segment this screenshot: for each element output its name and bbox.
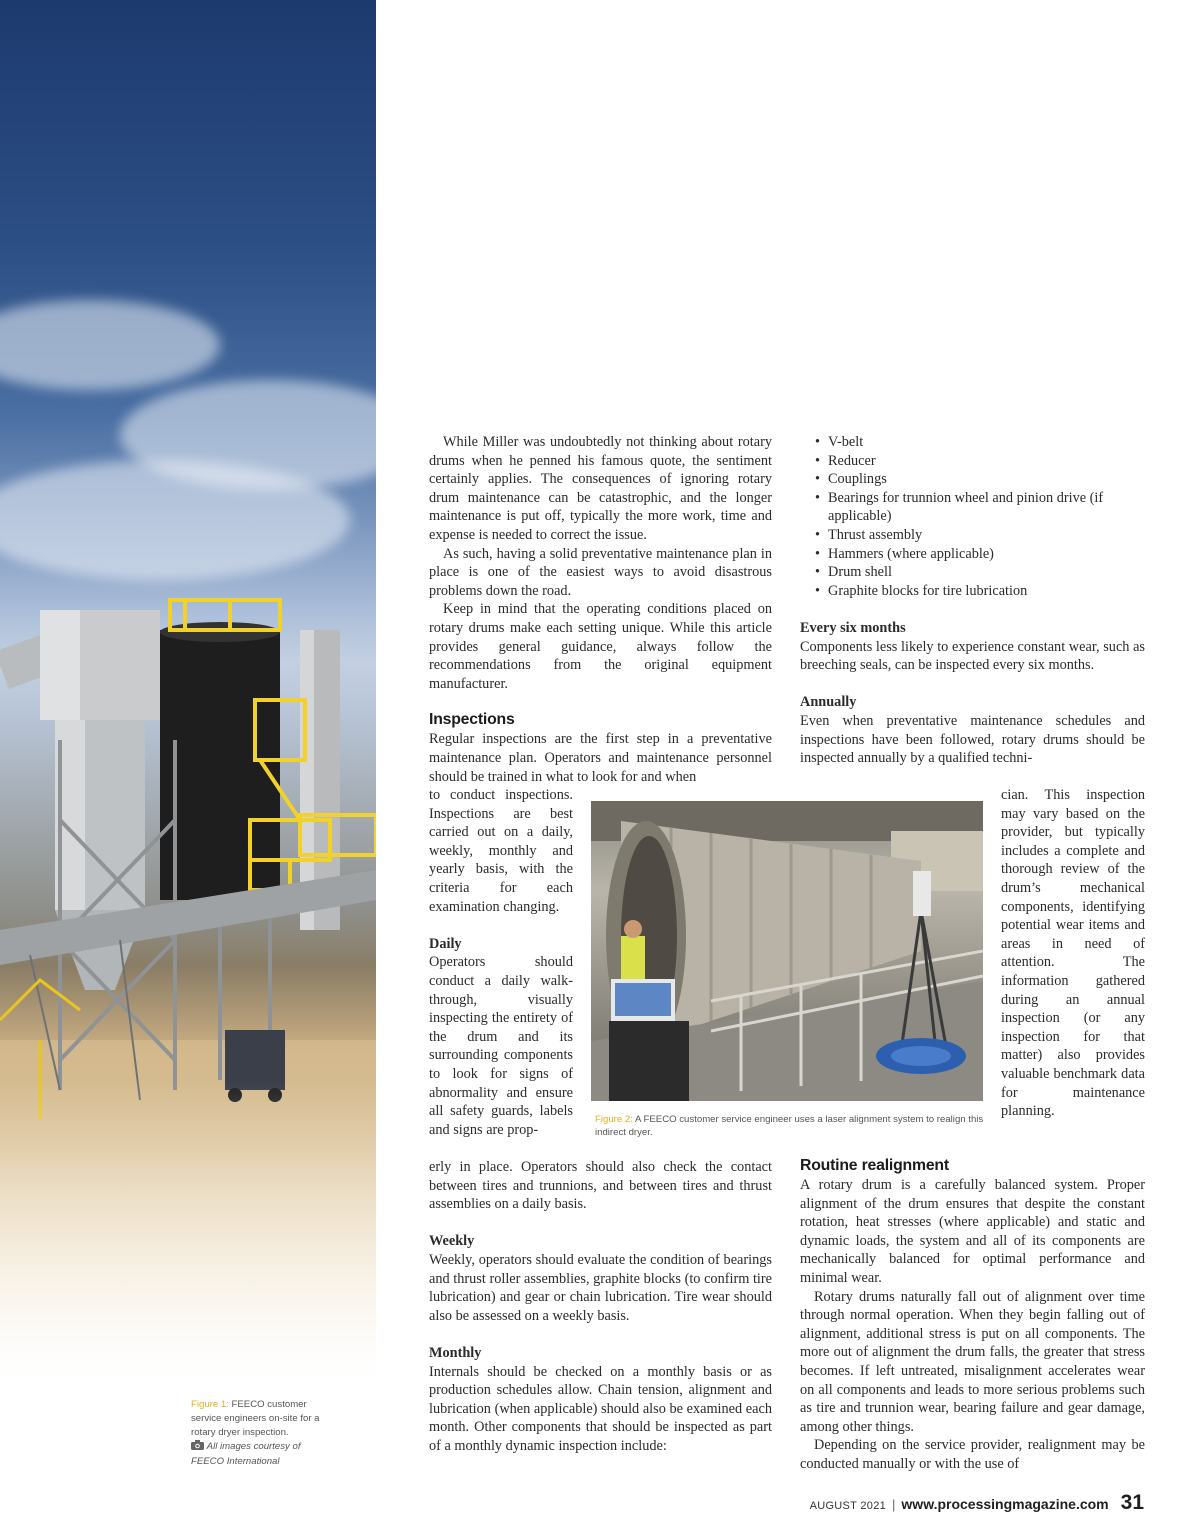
- issue-date: AUGUST 2021: [809, 1500, 887, 1512]
- list-item: • Graphite blocks for tire lubrication: [800, 582, 1145, 601]
- website-url[interactable]: www.processingmagazine.com: [901, 1496, 1109, 1512]
- annually-text-continued: cian. This inspection may vary based on the provider, but typically includes a complete and thorough review of the drum’s mechanical components, identifying potential wear items and areas in need of attention. The information gathered during an annual inspection (or any inspection for that matter) also provides valuable benchmark data for maintenance planning.: [1001, 787, 1145, 1120]
- right-column-bottom: [800, 1156, 1145, 1474]
- list-item: • Thrust assembly: [800, 526, 1145, 545]
- six-months-text: Components less likely to experience constant wear, such as breeching seals, can be inspected every six months.: [800, 638, 1145, 674]
- annually-heading: Annually: [800, 694, 857, 711]
- figure-2-caption: [595, 1113, 985, 1139]
- figure-2-photo: [591, 801, 983, 1101]
- weekly-text: Weekly, operators should evaluate the condition of bearings and thrust roller assemblies, graphite blocks (to confirm tire lubrication) and gear or chain lubrication. Tire wear should also be assessed on a weekly basis.: [429, 1251, 772, 1324]
- realignment-paragraph-3: Depending on the service provider, realignment may be conducted manually or with the use of: [800, 1437, 1145, 1472]
- left-column-narrow: [429, 786, 573, 1139]
- image-courtesy: All images courtesy of FEECO International: [191, 1441, 301, 1467]
- figure-1-label: Figure 1:: [191, 1399, 229, 1410]
- right-column-top: [800, 433, 1145, 768]
- list-item: • Reducer: [800, 452, 1145, 471]
- monthly-inspection-list: [800, 433, 1145, 600]
- figure-1-caption-text: FEECO customer service engineers on-site for a rotary dryer inspection.: [191, 1399, 320, 1438]
- right-column-narrow: [1001, 786, 1145, 1121]
- list-item: • Hammers (where applicable): [800, 545, 1145, 564]
- page-footer: [810, 1491, 1144, 1515]
- daily-heading: Daily: [429, 935, 462, 952]
- monthly-heading: Monthly: [429, 1344, 482, 1361]
- figure-1-photo: [0, 0, 376, 1380]
- list-item: • Bearings for trunnion wheel and pinion drive (if applicable): [800, 489, 1145, 526]
- inspections-text: Regular inspections are the first step in a preventative maintenance plan. Operators and maintenance personnel should be trained in what to look for and when: [429, 731, 772, 785]
- camera-icon: [191, 1440, 204, 1455]
- daily-text: Operators should conduct a daily walk-through, visually inspecting the entirety of the drum and its surrounding components to look for signs of abnormality and ensure all safety guards, labels and signs are prop-: [429, 954, 573, 1138]
- inspections-heading: Inspections: [429, 711, 515, 729]
- rotary-dryer-illustration: [591, 801, 983, 1101]
- realignment-paragraph-1: A rotary drum is a carefully balanced system. Proper alignment of the drum ensures that despite the constant rotation, heat stresses (where applicable) and static and dynamic loads, the system and all of its components are mechanically balanced for optimal performance and minimal wear.: [800, 1177, 1145, 1286]
- list-item: • Couplings: [800, 470, 1145, 489]
- weekly-heading: Weekly: [429, 1233, 475, 1250]
- left-column-bottom: [429, 1158, 772, 1456]
- daily-text-continued: erly in place. Operators should also check the contact between tires and trunnions, and between tires and thrust assemblies on a daily basis.: [429, 1159, 772, 1213]
- page-number: 31: [1120, 1491, 1144, 1514]
- footer-separator: |: [892, 1497, 896, 1512]
- six-months-heading: Every six months: [800, 619, 906, 636]
- list-item: • Drum shell: [800, 563, 1145, 582]
- third-paragraph: Keep in mind that the operating conditions placed on rotary drums make each setting unique. While this article provides general guidance, always follow the recommendations from the original equipment manufacturer.: [429, 601, 772, 692]
- industrial-plant-illustration: [0, 0, 376, 1380]
- left-column-top: [429, 433, 772, 786]
- annually-text: Even when preventative maintenance schedules and inspections have been followed, rotary drums should be inspected annually by a qualified techni-: [800, 712, 1145, 767]
- figure-2-caption-text: A FEECO customer service engineer uses a laser alignment system to realign this indirect dryer.: [595, 1114, 984, 1138]
- list-item: • V-belt: [800, 433, 1145, 452]
- second-paragraph: As such, having a solid preventative maintenance plan in place is one of the easiest ways to avoid disastrous problems down the road.: [429, 545, 772, 599]
- realignment-paragraph-2: Rotary drums naturally fall out of alignment over time through normal operation. When they begin falling out of alignment, additional stress is put on all components. The more out of alignment the drum falls, the greater that stress becomes. If left untreated, misalignment accelerates wear on all components and leads to more serious problems such as tire and trunnion wear, bearing failure and gear damage, among other things.: [800, 1288, 1145, 1435]
- intro-paragraph: While Miller was undoubtedly not thinking about rotary drums when he penned his famous quote, the sentiment certainly applies. The consequences of ignoring rotary drum maintenance can be catastrophic, and the longer maintenance is put off, typically the more work, time and expense is needed to correct the issue.: [429, 434, 772, 543]
- monthly-text: Internals should be checked on a monthly basis or as production schedules allow. Chain tension, alignment and lubrication (when applicable) should also be examined each month. Other components that should be inspected as part of a monthly dynamic inspection include:: [429, 1363, 772, 1454]
- figure-1-caption: [191, 1398, 331, 1469]
- figure-2-label: Figure 2:: [595, 1114, 633, 1125]
- inspections-text-continued: to conduct inspections. Inspections are best carried out on a daily, weekly, monthly and yearly basis, with the criteria for each examination changing.: [429, 787, 573, 915]
- routine-realignment-heading: Routine realignment: [800, 1157, 949, 1174]
